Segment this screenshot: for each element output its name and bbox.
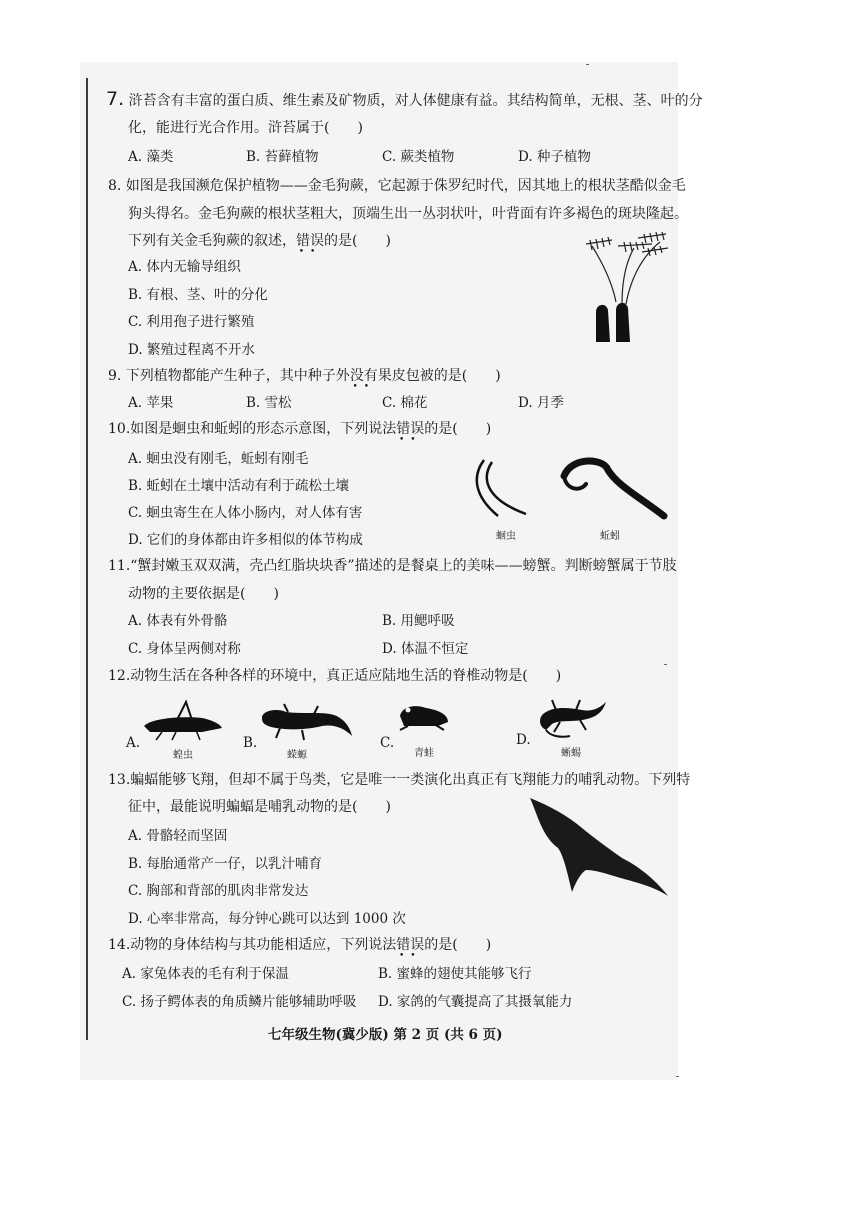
scan-speck <box>676 1076 679 1077</box>
q9-option-a[interactable]: A. 苹果 <box>128 395 174 411</box>
binding-margin-line <box>86 78 88 1040</box>
question-8-line-1: 8. 如图是我国濒危保护植物——金毛狗蕨，它起源于侏罗纪时代，因其地上的根状茎酷似金毛 <box>108 178 686 194</box>
q11-option-a[interactable]: A. 体表有外骨骼 <box>128 613 228 629</box>
q14-option-a[interactable]: A. 家兔体表的毛有利于保温 <box>122 966 289 982</box>
roundworm-drawing <box>487 462 526 514</box>
q13-option-b[interactable]: B. 每胎通常产一仔，以乳汁哺育 <box>128 856 323 872</box>
q10-option-d[interactable]: D. 它们的身体都由许多相似的体节构成 <box>128 532 363 548</box>
lizard-figure <box>536 696 610 742</box>
q12-option-b[interactable]: B. <box>243 735 258 751</box>
bat-figure <box>528 796 670 898</box>
q14-option-d[interactable]: D. 家鸽的气囊提高了其摄氧能力 <box>378 994 573 1010</box>
question-8-line-3: 下列有关金毛狗蕨的叙述，错误 ••的是( ) <box>128 232 391 250</box>
q12-option-d[interactable]: D. <box>516 732 531 748</box>
question-11-line-2: 动物的主要依据是( ) <box>128 586 279 602</box>
q9-option-b[interactable]: B. 雪松 <box>246 395 292 411</box>
q8-option-c[interactable]: C. 利用孢子进行繁殖 <box>128 314 255 330</box>
salamander-figure <box>258 700 354 740</box>
scan-speck <box>586 64 589 65</box>
q13-option-d[interactable]: D. 心率非常高，每分钟心跳可以达到 1000 次 <box>128 911 406 927</box>
salamander-caption: 蝾螈 <box>287 750 307 761</box>
question-11-line-1: 11.“蟹封嫩玉双双满，壳凸红脂块块香”描述的是餐桌上的美味——螃蟹。判断螃蟹属于节肢 <box>108 558 677 574</box>
q13-option-c[interactable]: C. 胸部和背部的肌肉非常发达 <box>128 883 309 899</box>
q12-option-c[interactable]: C. <box>380 735 395 751</box>
q13-option-a[interactable]: A. 骨骼轻而坚固 <box>128 828 228 844</box>
question-13-line-1: 13.蝙蝠能够飞翔，但却不属于鸟类，它是唯一一类演化出真正有飞翔能力的哺乳动物。下列特 <box>108 772 691 788</box>
q11-option-b[interactable]: B. 用鳃呼吸 <box>382 613 455 629</box>
q14-option-b[interactable]: B. 蜜蜂的翅使其能够飞行 <box>378 966 532 982</box>
q7-option-c[interactable]: C. 蕨类植物 <box>382 149 455 165</box>
q7-option-b[interactable]: B. 苔藓植物 <box>246 149 319 165</box>
locust-figure <box>142 700 226 740</box>
q10-option-c[interactable]: C. 蛔虫寄生在人体小肠内，对人体有害 <box>128 505 363 521</box>
question-7-line-1 <box>106 90 703 110</box>
q10-option-b[interactable]: B. 蚯蚓在土壤中活动有利于疏松土壤 <box>128 478 350 494</box>
question-8-line-2: 狗头得名。金毛狗蕨的根状茎粗大，顶端生出一丛羽状叶，叶背面有许多褐色的斑块隆起。 <box>128 206 688 222</box>
question-7-number: 7. <box>106 88 125 110</box>
q8-option-b[interactable]: B. 有根、茎、叶的分化 <box>128 287 269 303</box>
q14-option-c[interactable]: C. 扬子鳄体表的角质鳞片能够辅助呼吸 <box>122 994 357 1010</box>
locust-caption: 蝗虫 <box>173 750 193 761</box>
golden-fern-figure <box>582 232 668 344</box>
roundworm-earthworm-figure <box>468 456 668 526</box>
q8-option-a[interactable]: A. 体内无输导组织 <box>128 259 241 275</box>
q11-option-c[interactable]: C. 身体呈两侧对称 <box>128 641 241 657</box>
emphasis-marked-word: 没有 •• <box>350 368 378 384</box>
frog-figure <box>394 700 452 730</box>
frog-caption: 青蛙 <box>414 748 434 759</box>
q11-option-d[interactable]: D. 体温不恒定 <box>382 641 469 657</box>
question-13-line-2: 征中，最能说明蝙蝠是哺乳动物的是( ) <box>128 799 391 815</box>
earthworm-caption: 蚯蚓 <box>600 531 620 542</box>
emphasis-marked-word: 错误 •• <box>396 421 424 437</box>
page-footer: 七年级生物(冀少版) 第 2 页 (共 6 页) <box>268 1027 503 1043</box>
emphasis-marked-word: 错误 •• <box>396 937 424 953</box>
lizard-caption: 蜥蜴 <box>561 748 581 759</box>
q12-option-a[interactable]: A. <box>126 735 141 751</box>
question-7-text: 浒苔含有丰富的蛋白质、维生素及矿物质，对人体健康有益。其结构简单，无根、茎、叶的分 <box>128 93 703 109</box>
roundworm-caption: 蛔虫 <box>496 531 516 542</box>
question-10-line: 10.如图是蛔虫和蚯蚓的形态示意图，下列说法错误 ••的是( ) <box>108 420 491 438</box>
question-9-line: 9. 下列植物都能产生种子，其中种子外没有 ••果皮包被的是( ) <box>108 367 501 385</box>
scan-speck <box>664 664 667 665</box>
q9-option-c[interactable]: C. 棉花 <box>382 395 428 411</box>
q8-option-d[interactable]: D. 繁殖过程离不开水 <box>128 342 255 358</box>
emphasis-marked-word: 错误 •• <box>296 233 324 249</box>
q10-option-a[interactable]: A. 蛔虫没有刚毛，蚯蚓有刚毛 <box>128 451 309 467</box>
question-7-line-2: 化，能进行光合作用。浒苔属于( ) <box>128 120 363 136</box>
q7-option-d[interactable]: D. 种子植物 <box>518 149 591 165</box>
q7-option-a[interactable]: A. 藻类 <box>128 149 174 165</box>
question-12-line: 12.动物生活在各种各样的环境中，真正适应陆地生活的脊椎动物是( ) <box>108 668 562 684</box>
q9-option-d[interactable]: D. 月季 <box>518 395 564 411</box>
question-14-line: 14.动物的身体结构与其功能相适应，下列说法错误 ••的是( ) <box>108 936 491 954</box>
